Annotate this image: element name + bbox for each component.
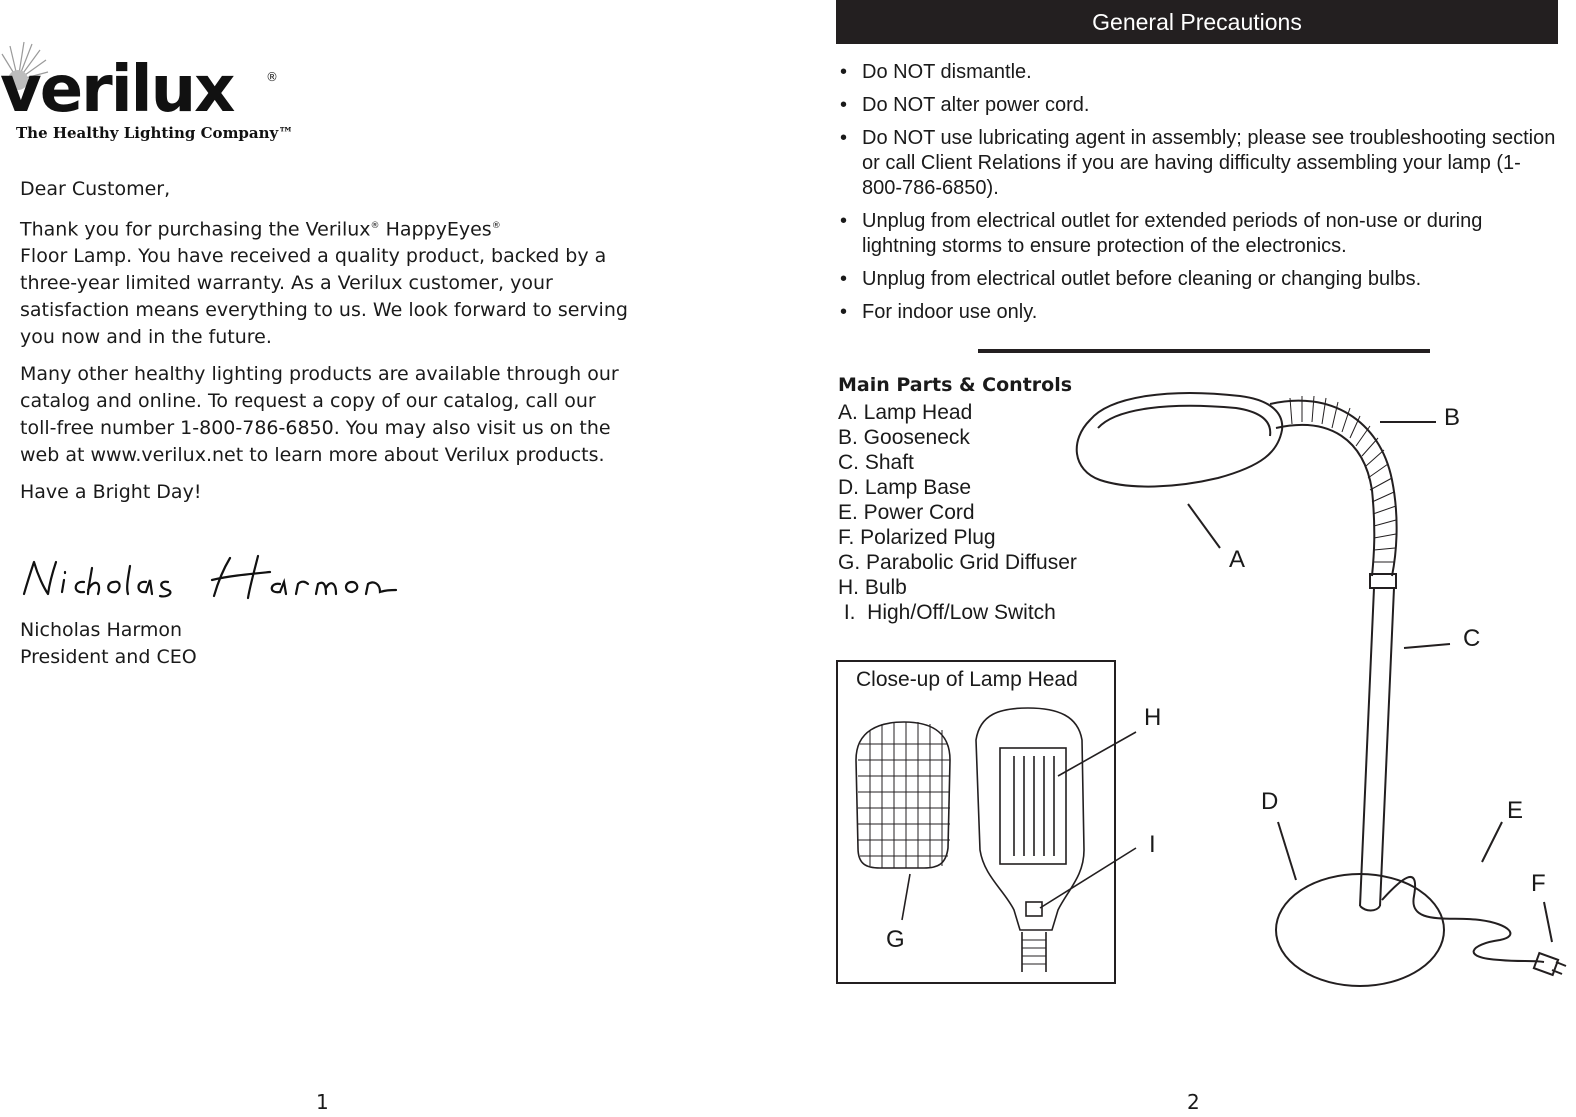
parts-title: Main Parts & Controls — [838, 374, 1073, 396]
logo-wordmark: verilux — [0, 53, 234, 127]
parts-item: B. Gooseneck — [838, 426, 970, 449]
label-h: H — [1144, 704, 1162, 731]
parts-item: F. Polarized Plug — [838, 526, 996, 549]
letter-greeting: Dear Customer, — [20, 178, 171, 200]
parts-item: C. Shaft — [838, 451, 914, 474]
lamp-head-drawing — [1077, 393, 1282, 487]
parts-item: I. High/Off/Low Switch — [838, 601, 1056, 624]
parts-item: E. Power Cord — [838, 501, 975, 524]
label-d: D — [1261, 788, 1279, 815]
signer-name: Nicholas Harmon — [20, 619, 183, 641]
letter-paragraph-2: Many other healthy lighting products are available through our catalog and online. To request a copy of our catalog, call our toll-free number 1-800-786-6850. You may also visit us on the web at www.verilux.net to learn more about Verilux products. — [20, 363, 619, 467]
list-item: • Do NOT alter power cord. — [840, 94, 1090, 116]
shaft-drawing — [1360, 588, 1394, 906]
list-item: • Unplug from electrical outlet for extended periods of non-use or during lightning storms to ensure protection of the electronics. — [840, 210, 1483, 257]
logo-registered-mark: ® — [266, 70, 278, 84]
closeup-panel — [836, 660, 1116, 984]
page-number-right: 2 — [1187, 1090, 1200, 1114]
page-number-left: 1 — [316, 1090, 329, 1114]
signer-title: President and CEO — [20, 646, 197, 668]
list-item: • For indoor use only. — [840, 301, 1038, 323]
list-item: • Unplug from electrical outlet before cleaning or changing bulbs. — [840, 268, 1422, 290]
label-g: G — [886, 926, 905, 953]
label-a: A — [1229, 546, 1246, 573]
logo-tagline: The Healthy Lighting Company™ — [16, 124, 294, 142]
label-i: I — [1149, 831, 1156, 858]
parts-item: A. Lamp Head — [838, 401, 973, 424]
closeup-title: Close-up of Lamp Head — [856, 668, 1078, 691]
power-cord-drawing — [1382, 877, 1544, 962]
label-f: F — [1531, 870, 1546, 897]
list-item: • Do NOT dismantle. — [840, 61, 1032, 83]
letter-closing: Have a Bright Day! — [20, 481, 202, 504]
letter-paragraph-1: Thank you for purchasing the Verilux® HappyEyes® Floor Lamp. You have received a quality product, backed by a three-year limited warranty. As a Verilux customer, your satisfaction means everything to us. We look forward to serving you now and in the future. — [20, 218, 628, 349]
parts-item: G. Parabolic Grid Diffuser — [838, 551, 1077, 574]
list-item: • Do NOT use lubricating agent in assembly; please see troubleshooting section or call Client Relations if you are having difficulty assembling your lamp (1-800-786-6850). — [840, 127, 1556, 199]
label-e: E — [1507, 797, 1524, 824]
label-c: C — [1463, 625, 1481, 652]
label-b: B — [1444, 404, 1461, 431]
parts-item: D. Lamp Base — [838, 476, 972, 499]
parts-item: H. Bulb — [838, 576, 907, 599]
precautions-banner: General Precautions — [836, 0, 1558, 44]
